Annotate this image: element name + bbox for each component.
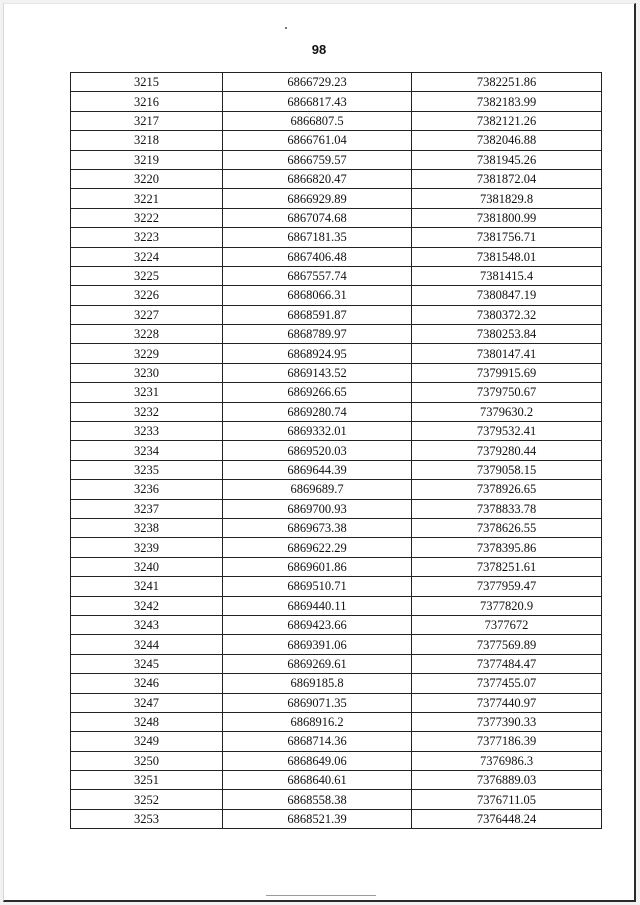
- y-coordinate-cell: 7376448.24: [412, 809, 602, 828]
- table-row: [71, 131, 602, 150]
- y-coordinate-cell: 7377672: [412, 615, 602, 634]
- x-coordinate-cell: 6869143.52: [223, 363, 412, 382]
- point-number-cell: 3246: [71, 674, 223, 693]
- x-coordinate-cell: 6869700.93: [223, 499, 412, 518]
- point-number-cell: 3226: [71, 286, 223, 305]
- x-coordinate-cell: 6869266.65: [223, 383, 412, 402]
- table-row: [71, 305, 602, 324]
- x-coordinate-cell: 6869622.29: [223, 538, 412, 557]
- point-number-cell: 3229: [71, 344, 223, 363]
- point-number-cell: 3230: [71, 363, 223, 382]
- table-row: [71, 189, 602, 208]
- y-coordinate-cell: 7381872.04: [412, 169, 602, 188]
- y-coordinate-cell: 7377820.9: [412, 596, 602, 615]
- table-row: [71, 790, 602, 809]
- table-row: [71, 577, 602, 596]
- point-number-cell: 3224: [71, 247, 223, 266]
- y-coordinate-cell: 7379915.69: [412, 363, 602, 382]
- table-row: [71, 712, 602, 731]
- point-number-cell: 3238: [71, 518, 223, 537]
- x-coordinate-cell: 6869644.39: [223, 460, 412, 479]
- table-body: [71, 73, 602, 829]
- x-coordinate-cell: 6869332.01: [223, 422, 412, 441]
- table-row: [71, 208, 602, 227]
- x-coordinate-cell: 6869673.38: [223, 518, 412, 537]
- table-row: [71, 111, 602, 130]
- x-coordinate-cell: 6869440.11: [223, 596, 412, 615]
- table-row: [71, 363, 602, 382]
- y-coordinate-cell: 7377455.07: [412, 674, 602, 693]
- table-row: [71, 73, 602, 92]
- point-number-cell: 3253: [71, 809, 223, 828]
- y-coordinate-cell: 7382121.26: [412, 111, 602, 130]
- y-coordinate-cell: 7379630.2: [412, 402, 602, 421]
- point-number-cell: 3218: [71, 131, 223, 150]
- table-row: [71, 635, 602, 654]
- x-coordinate-cell: 6869269.61: [223, 654, 412, 673]
- y-coordinate-cell: 7376986.3: [412, 751, 602, 770]
- x-coordinate-cell: 6868591.87: [223, 305, 412, 324]
- y-coordinate-cell: 7381829.8: [412, 189, 602, 208]
- y-coordinate-cell: 7380253.84: [412, 325, 602, 344]
- point-number-cell: 3219: [71, 150, 223, 169]
- y-coordinate-cell: 7377186.39: [412, 732, 602, 751]
- x-coordinate-cell: 6869510.71: [223, 577, 412, 596]
- x-coordinate-cell: 6866761.04: [223, 131, 412, 150]
- table-row: [71, 460, 602, 479]
- table-row: [71, 751, 602, 770]
- point-number-cell: 3250: [71, 751, 223, 770]
- x-coordinate-cell: 6869423.66: [223, 615, 412, 634]
- y-coordinate-cell: 7378251.61: [412, 557, 602, 576]
- y-coordinate-cell: 7381548.01: [412, 247, 602, 266]
- x-coordinate-cell: 6868649.06: [223, 751, 412, 770]
- coordinates-table: [70, 72, 602, 829]
- y-coordinate-cell: 7379280.44: [412, 441, 602, 460]
- y-coordinate-cell: 7380147.41: [412, 344, 602, 363]
- x-coordinate-cell: 6866729.23: [223, 73, 412, 92]
- x-coordinate-cell: 6866817.43: [223, 92, 412, 111]
- y-coordinate-cell: 7379750.67: [412, 383, 602, 402]
- point-number-cell: 3243: [71, 615, 223, 634]
- table-row: [71, 809, 602, 828]
- scan-edge-line: [266, 895, 376, 896]
- y-coordinate-cell: 7380847.19: [412, 286, 602, 305]
- table-row: [71, 422, 602, 441]
- table-row: [71, 150, 602, 169]
- point-number-cell: 3240: [71, 557, 223, 576]
- x-coordinate-cell: 6868924.95: [223, 344, 412, 363]
- x-coordinate-cell: 6867557.74: [223, 266, 412, 285]
- y-coordinate-cell: 7381800.99: [412, 208, 602, 227]
- x-coordinate-cell: 6867074.68: [223, 208, 412, 227]
- scan-speck: [285, 27, 287, 29]
- table-row: [71, 228, 602, 247]
- x-coordinate-cell: 6867181.35: [223, 228, 412, 247]
- point-number-cell: 3248: [71, 712, 223, 731]
- point-number-cell: 3232: [71, 402, 223, 421]
- x-coordinate-cell: 6869689.7: [223, 480, 412, 499]
- table-row: [71, 518, 602, 537]
- x-coordinate-cell: 6868714.36: [223, 732, 412, 751]
- x-coordinate-cell: 6866807.5: [223, 111, 412, 130]
- point-number-cell: 3235: [71, 460, 223, 479]
- table-row: [71, 693, 602, 712]
- point-number-cell: 3220: [71, 169, 223, 188]
- table-row: [71, 402, 602, 421]
- point-number-cell: 3242: [71, 596, 223, 615]
- y-coordinate-cell: 7379532.41: [412, 422, 602, 441]
- y-coordinate-cell: 7377484.47: [412, 654, 602, 673]
- y-coordinate-cell: 7379058.15: [412, 460, 602, 479]
- y-coordinate-cell: 7378833.78: [412, 499, 602, 518]
- document-page: [3, 3, 636, 902]
- point-number-cell: 3234: [71, 441, 223, 460]
- y-coordinate-cell: 7378626.55: [412, 518, 602, 537]
- table-row: [71, 538, 602, 557]
- table-row: [71, 441, 602, 460]
- point-number-cell: 3247: [71, 693, 223, 712]
- x-coordinate-cell: 6868558.38: [223, 790, 412, 809]
- point-number-cell: 3217: [71, 111, 223, 130]
- table-row: [71, 344, 602, 363]
- point-number-cell: 3222: [71, 208, 223, 227]
- point-number-cell: 3245: [71, 654, 223, 673]
- point-number-cell: 3216: [71, 92, 223, 111]
- x-coordinate-cell: 6868521.39: [223, 809, 412, 828]
- y-coordinate-cell: 7381945.26: [412, 150, 602, 169]
- y-coordinate-cell: 7382251.86: [412, 73, 602, 92]
- table-row: [71, 325, 602, 344]
- point-number-cell: 3251: [71, 771, 223, 790]
- table-row: [71, 654, 602, 673]
- table-row: [71, 771, 602, 790]
- y-coordinate-cell: 7377390.33: [412, 712, 602, 731]
- table-row: [71, 596, 602, 615]
- point-number-cell: 3215: [71, 73, 223, 92]
- x-coordinate-cell: 6869071.35: [223, 693, 412, 712]
- x-coordinate-cell: 6869391.06: [223, 635, 412, 654]
- table-row: [71, 247, 602, 266]
- table-row: [71, 169, 602, 188]
- point-number-cell: 3233: [71, 422, 223, 441]
- point-number-cell: 3228: [71, 325, 223, 344]
- table-row: [71, 557, 602, 576]
- x-coordinate-cell: 6867406.48: [223, 247, 412, 266]
- x-coordinate-cell: 6866820.47: [223, 169, 412, 188]
- y-coordinate-cell: 7382183.99: [412, 92, 602, 111]
- y-coordinate-cell: 7378395.86: [412, 538, 602, 557]
- x-coordinate-cell: 6866929.89: [223, 189, 412, 208]
- x-coordinate-cell: 6868916.2: [223, 712, 412, 731]
- point-number-cell: 3236: [71, 480, 223, 499]
- table-row: [71, 499, 602, 518]
- point-number-cell: 3223: [71, 228, 223, 247]
- point-number-cell: 3249: [71, 732, 223, 751]
- table-row: [71, 480, 602, 499]
- x-coordinate-cell: 6868066.31: [223, 286, 412, 305]
- x-coordinate-cell: 6869601.86: [223, 557, 412, 576]
- x-coordinate-cell: 6866759.57: [223, 150, 412, 169]
- x-coordinate-cell: 6868789.97: [223, 325, 412, 344]
- page-number: 98: [311, 42, 327, 57]
- y-coordinate-cell: 7378926.65: [412, 480, 602, 499]
- table-row: [71, 286, 602, 305]
- table-row: [71, 92, 602, 111]
- point-number-cell: 3241: [71, 577, 223, 596]
- table-row: [71, 615, 602, 634]
- x-coordinate-cell: 6869280.74: [223, 402, 412, 421]
- point-number-cell: 3231: [71, 383, 223, 402]
- y-coordinate-cell: 7381756.71: [412, 228, 602, 247]
- point-number-cell: 3227: [71, 305, 223, 324]
- point-number-cell: 3225: [71, 266, 223, 285]
- point-number-cell: 3237: [71, 499, 223, 518]
- point-number-cell: 3221: [71, 189, 223, 208]
- x-coordinate-cell: 6869185.8: [223, 674, 412, 693]
- x-coordinate-cell: 6869520.03: [223, 441, 412, 460]
- y-coordinate-cell: 7376711.05: [412, 790, 602, 809]
- y-coordinate-cell: 7382046.88: [412, 131, 602, 150]
- x-coordinate-cell: 6868640.61: [223, 771, 412, 790]
- y-coordinate-cell: 7381415.4: [412, 266, 602, 285]
- y-coordinate-cell: 7380372.32: [412, 305, 602, 324]
- y-coordinate-cell: 7377959.47: [412, 577, 602, 596]
- table-row: [71, 732, 602, 751]
- y-coordinate-cell: 7377440.97: [412, 693, 602, 712]
- point-number-cell: 3239: [71, 538, 223, 557]
- point-number-cell: 3252: [71, 790, 223, 809]
- table-row: [71, 383, 602, 402]
- y-coordinate-cell: 7377569.89: [412, 635, 602, 654]
- point-number-cell: 3244: [71, 635, 223, 654]
- table-row: [71, 266, 602, 285]
- table-row: [71, 674, 602, 693]
- y-coordinate-cell: 7376889.03: [412, 771, 602, 790]
